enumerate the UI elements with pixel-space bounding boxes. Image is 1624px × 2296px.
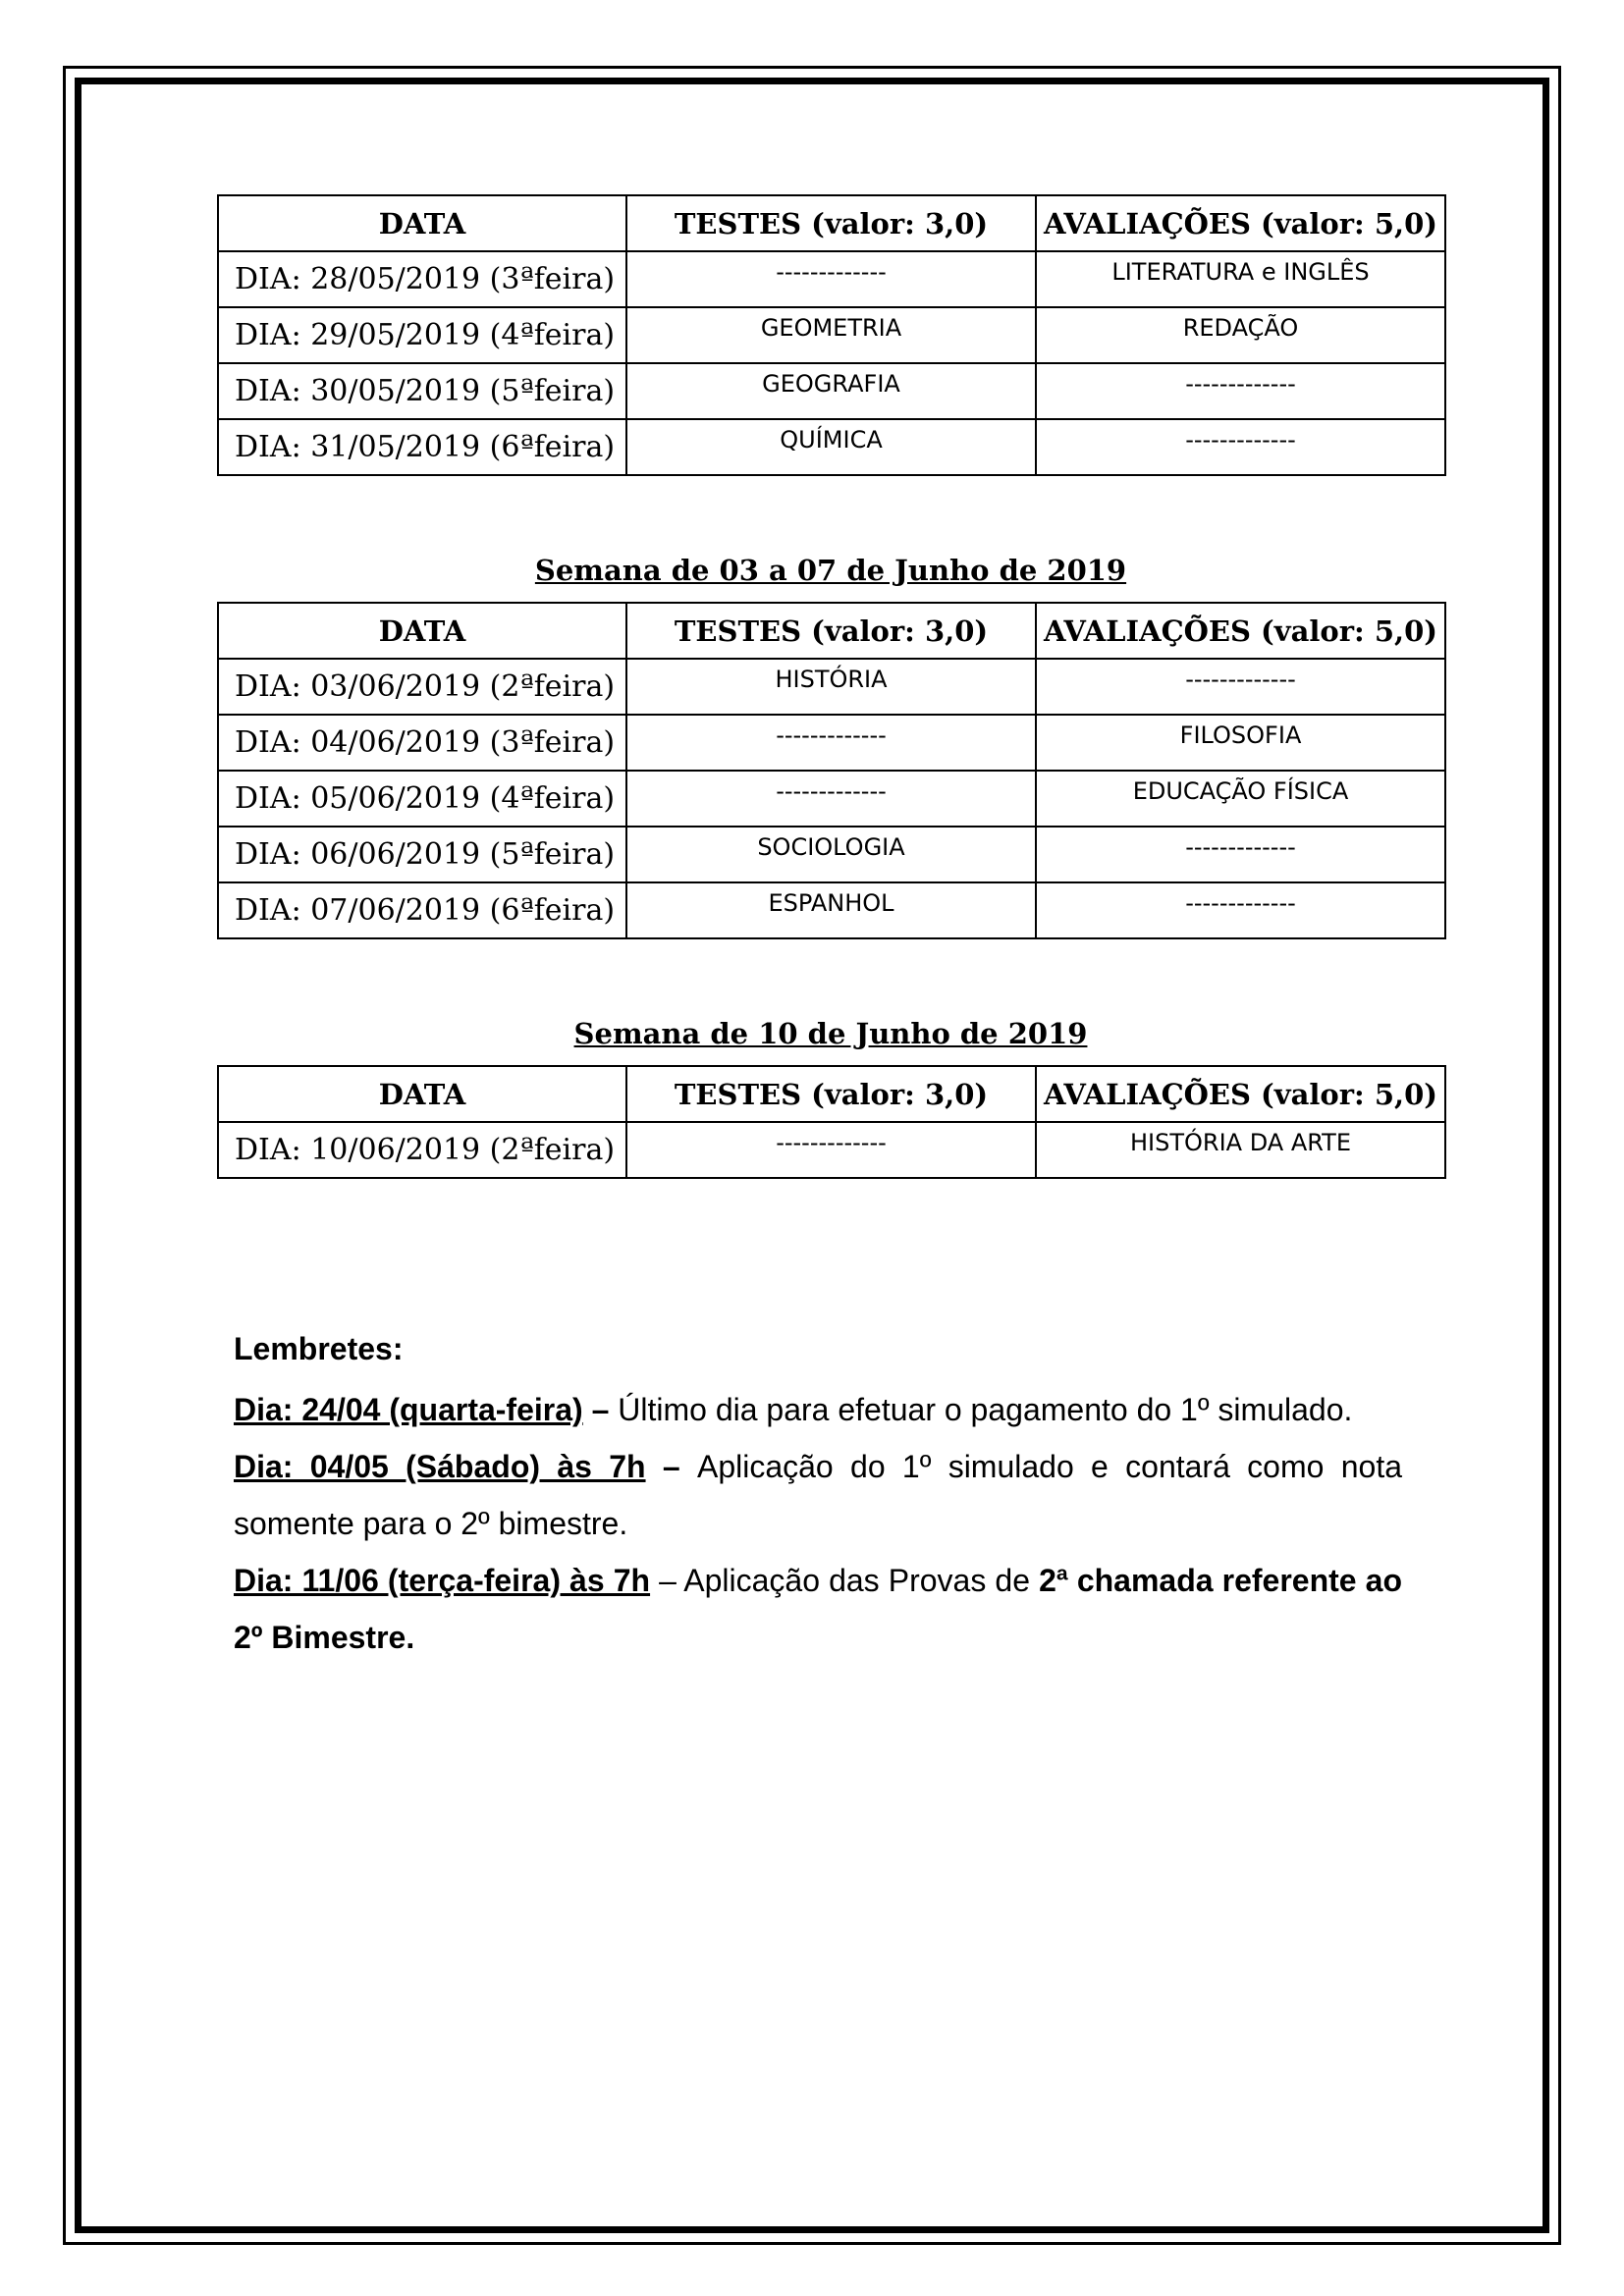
table-row [218, 827, 1445, 882]
reminder-text: Último dia para efetuar o pagamento do 1º simulado. [618, 1392, 1353, 1427]
table-row [218, 659, 1445, 715]
reminder-item [234, 1438, 1402, 1552]
cell-evaluation: ------------- [1036, 827, 1445, 882]
table-row [218, 307, 1445, 363]
cell-evaluation: LITERATURA e INGLÊS [1036, 251, 1445, 307]
header-evaluations: AVALIAÇÕES (valor: 5,0) [1036, 603, 1445, 659]
header-date: DATA [218, 1066, 626, 1122]
reminder-text: Aplicação do 1º simulado e contará como nota somente para o 2º bimestre. [234, 1449, 1403, 1541]
cell-evaluation: ------------- [1036, 659, 1445, 715]
reminder-item [234, 1552, 1402, 1666]
cell-date: DIA: 05/06/2019 (4ªfeira) [218, 771, 626, 827]
cell-date: DIA: 03/06/2019 (2ªfeira) [218, 659, 626, 715]
cell-date: DIA: 29/05/2019 (4ªfeira) [218, 307, 626, 363]
reminder-date-label: Dia: 11/06 (terça-feira) às 7h [234, 1563, 651, 1598]
cell-date: DIA: 28/05/2019 (3ªfeira) [218, 251, 626, 307]
reminder-dash: – [645, 1449, 697, 1484]
reminder-bold-text: 2ª chamada referente ao 2º Bimestre. [234, 1563, 1403, 1655]
schedule-table-week-2 [217, 602, 1446, 939]
table-header-row [218, 195, 1445, 251]
table-row [218, 1122, 1445, 1178]
reminder-item [234, 1381, 1402, 1438]
cell-evaluation: ------------- [1036, 363, 1445, 419]
cell-evaluation: FILOSOFIA [1036, 715, 1445, 771]
week-title-june-3: Semana de 03 a 07 de Junho de 2019 [534, 554, 1127, 587]
header-evaluations: AVALIAÇÕES (valor: 5,0) [1036, 1066, 1445, 1122]
cell-evaluation: ------------- [1036, 419, 1445, 475]
table-row [218, 363, 1445, 419]
reminders-heading: Lembretes: [234, 1331, 404, 1366]
cell-date: DIA: 04/06/2019 (3ªfeira) [218, 715, 626, 771]
cell-test: ------------- [626, 771, 1036, 827]
reminder-dash: – [650, 1563, 684, 1598]
table-row [218, 251, 1445, 307]
cell-evaluation: REDAÇÃO [1036, 307, 1445, 363]
cell-test: ------------- [626, 251, 1036, 307]
cell-date: DIA: 10/06/2019 (2ªfeira) [218, 1122, 626, 1178]
cell-test: GEOMETRIA [626, 307, 1036, 363]
table-row [218, 715, 1445, 771]
cell-test: ------------- [626, 715, 1036, 771]
table-row [218, 771, 1445, 827]
reminder-date-label: Dia: 24/04 (quarta-feira) [234, 1392, 583, 1427]
schedule-content [217, 194, 1444, 1179]
header-tests: TESTES (valor: 3,0) [626, 195, 1036, 251]
reminder-dash: – [582, 1392, 619, 1427]
header-date: DATA [218, 195, 626, 251]
reminders-section [234, 1320, 1402, 1666]
table-row [218, 419, 1445, 475]
cell-test: ESPANHOL [626, 882, 1036, 938]
table-header-row [218, 1066, 1445, 1122]
schedule-table-week-3 [217, 1065, 1446, 1179]
reminder-text: Aplicação das Provas de [683, 1563, 1040, 1598]
header-tests: TESTES (valor: 3,0) [626, 1066, 1036, 1122]
cell-date: DIA: 06/06/2019 (5ªfeira) [218, 827, 626, 882]
header-tests: TESTES (valor: 3,0) [626, 603, 1036, 659]
schedule-table-week-1 [217, 194, 1446, 476]
cell-test: HISTÓRIA [626, 659, 1036, 715]
cell-test: SOCIOLOGIA [626, 827, 1036, 882]
cell-date: DIA: 07/06/2019 (6ªfeira) [218, 882, 626, 938]
cell-test: GEOGRAFIA [626, 363, 1036, 419]
reminder-date-label: Dia: 04/05 (Sábado) às 7h [234, 1449, 646, 1484]
header-date: DATA [218, 603, 626, 659]
cell-evaluation: EDUCAÇÃO FÍSICA [1036, 771, 1445, 827]
table-row [218, 882, 1445, 938]
table-header-row [218, 603, 1445, 659]
cell-test: QUÍMICA [626, 419, 1036, 475]
week-title-june-10: Semana de 10 de Junho de 2019 [573, 1017, 1088, 1050]
cell-evaluation: HISTÓRIA DA ARTE [1036, 1122, 1445, 1178]
cell-evaluation: ------------- [1036, 882, 1445, 938]
cell-date: DIA: 31/05/2019 (6ªfeira) [218, 419, 626, 475]
header-evaluations: AVALIAÇÕES (valor: 5,0) [1036, 195, 1445, 251]
cell-date: DIA: 30/05/2019 (5ªfeira) [218, 363, 626, 419]
cell-test: ------------- [626, 1122, 1036, 1178]
